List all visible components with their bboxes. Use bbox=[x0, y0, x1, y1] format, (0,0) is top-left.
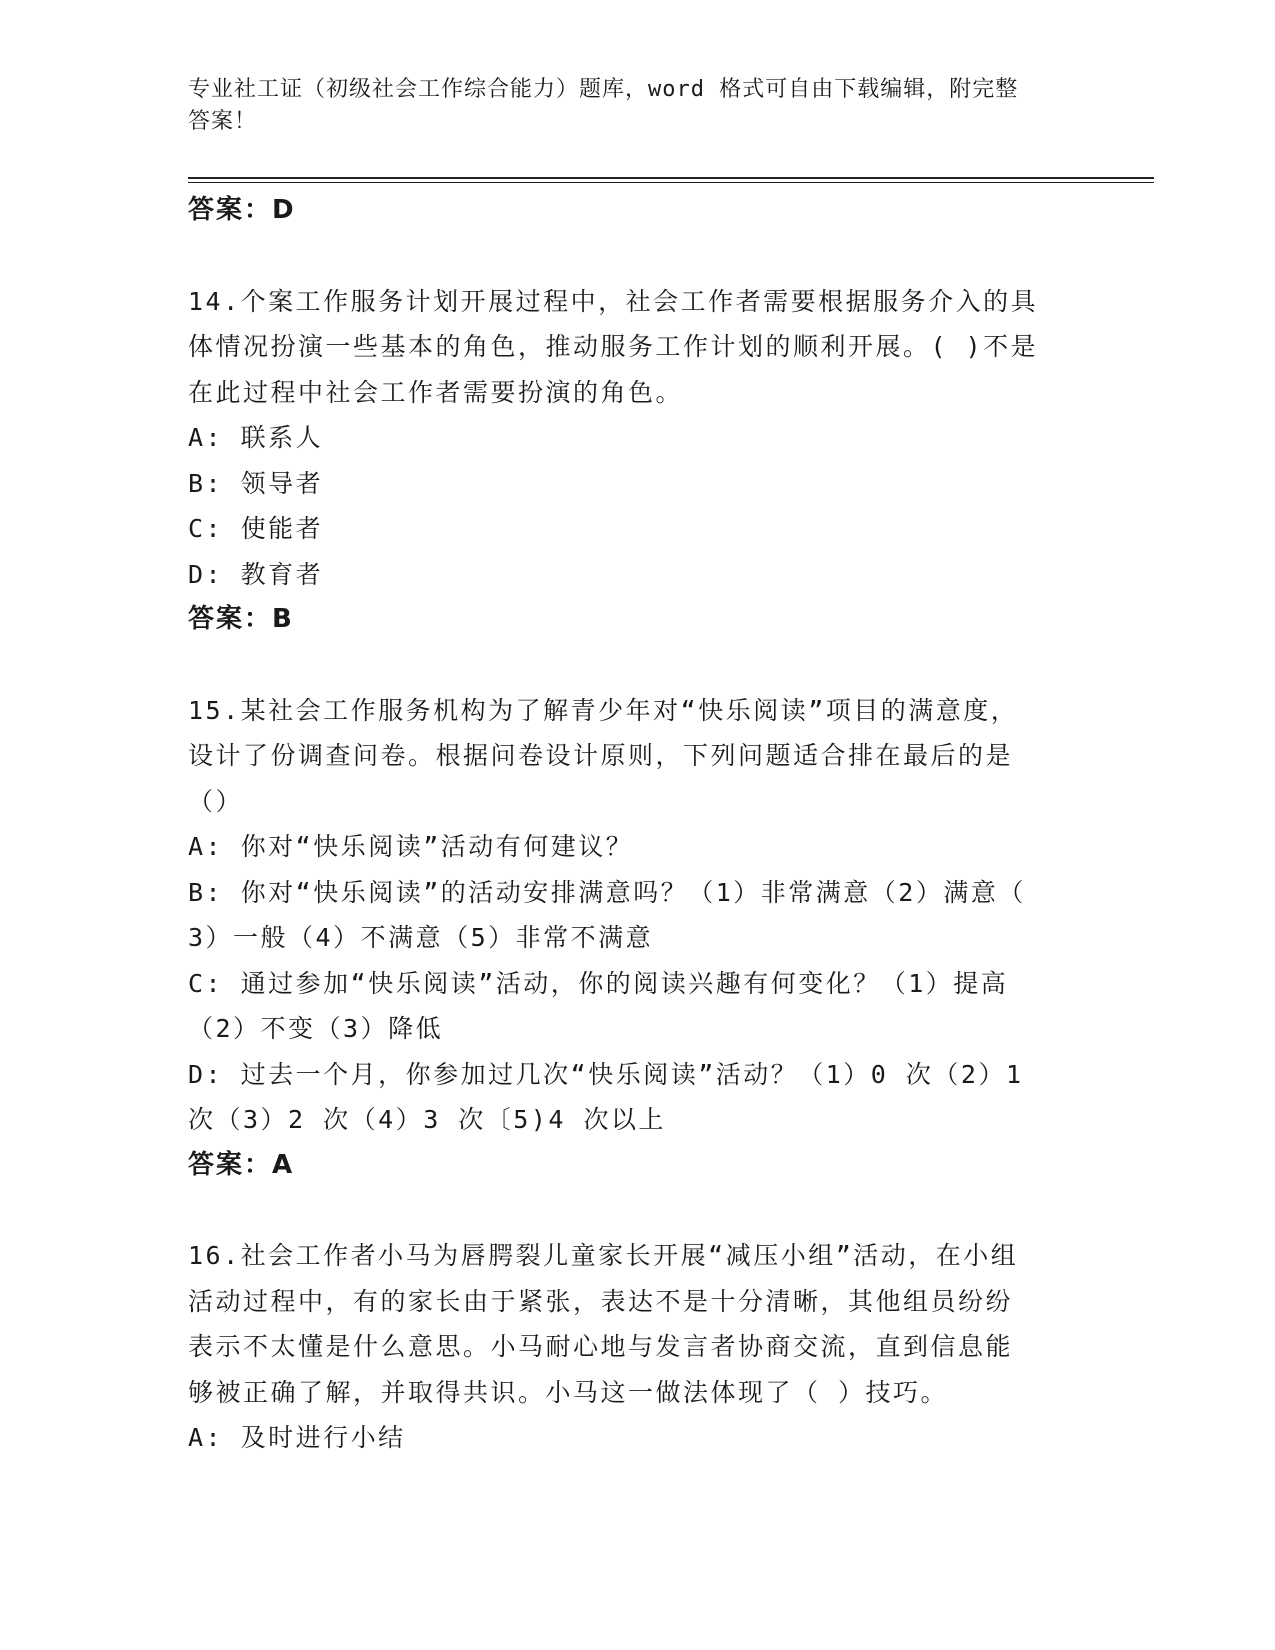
q16-stem-line: 活动过程中，有的家长由于紧张，表达不是十分清晰，其他组员纷纷 bbox=[188, 1286, 1014, 1316]
question-list bbox=[188, 188, 1088, 1461]
q15-option-d-cont: 次（3）2 次（4）3 次〔5)4 次以上 bbox=[188, 1105, 667, 1134]
q14-stem-line: 14.个案工作服务计划开展过程中，社会工作者需要根据服务介入的具 bbox=[188, 286, 1039, 316]
q16-stem-line: 16.社会工作者小马为唇腭裂儿童家长开展“减压小组”活动，在小组 bbox=[188, 1241, 1019, 1270]
q15-answer: 答案：A bbox=[188, 1149, 295, 1180]
question-16 bbox=[188, 1233, 1088, 1461]
q15-option-c-cont: （2）不变（3）降低 bbox=[188, 1014, 444, 1043]
q15-stem-line: （） bbox=[188, 786, 244, 816]
q14-option-d: D: 教育者 bbox=[188, 559, 324, 589]
q15-option-b-cont: 3）一般（4）不满意（5）非常不满意 bbox=[188, 923, 654, 952]
page-header bbox=[188, 74, 1088, 138]
q14-option-c: C: 使能者 bbox=[188, 514, 324, 543]
q14-option-a: A: 联系人 bbox=[188, 423, 324, 452]
q15-stem-line: 15.某社会工作服务机构为了解青少年对“快乐阅读”项目的满意度， bbox=[188, 695, 1019, 725]
spacer bbox=[188, 643, 1088, 688]
question-15 bbox=[188, 688, 1088, 1189]
header-divider-thin bbox=[188, 182, 1154, 183]
header-line-2: 答案！ bbox=[188, 109, 258, 134]
header-divider-thick bbox=[188, 177, 1154, 179]
q14-option-b: B: 领导者 bbox=[188, 468, 324, 498]
question-14 bbox=[188, 279, 1088, 643]
q16-stem-line: 表示不太懂是什么意思。小马耐心地与发言者协商交流，直到信息能 bbox=[188, 1332, 1014, 1361]
q15-option-d: D: 过去一个月，你参加过几次“快乐阅读”活动？（1）0 次（2）1 bbox=[188, 1059, 1024, 1089]
q15-stem-line: 设计了份调查问卷。根据问卷设计原则，下列问题适合排在最后的是 bbox=[188, 741, 1014, 770]
spacer bbox=[188, 234, 1088, 279]
q14-stem-line: 体情况扮演一些基本的角色，推动服务工作计划的顺利开展。( )不是 bbox=[188, 332, 1039, 361]
header-line-1: 专业社工证（初级社会工作综合能力）题库，word 格式可自由下载编辑，附完整 bbox=[188, 77, 1019, 102]
spacer bbox=[188, 1188, 1088, 1233]
q16-stem-line: 够被正确了解，并取得共识。小马这一做法体现了（ ）技巧。 bbox=[188, 1377, 949, 1407]
q15-option-a: A: 你对“快乐阅读”活动有何建议？ bbox=[188, 832, 634, 861]
q16-option-a: A: 及时进行小结 bbox=[188, 1423, 406, 1452]
q15-option-b: B: 你对“快乐阅读”的活动安排满意吗？（1）非常满意（2）满意（ bbox=[188, 877, 1026, 907]
q15-option-c: C: 通过参加“快乐阅读”活动，你的阅读兴趣有何变化？（1）提高 bbox=[188, 968, 1009, 998]
q14-answer: 答案：B bbox=[188, 604, 294, 634]
q14-stem-line: 在此过程中社会工作者需要扮演的角色。 bbox=[188, 377, 684, 407]
q13-answer: 答案：D bbox=[188, 195, 296, 225]
